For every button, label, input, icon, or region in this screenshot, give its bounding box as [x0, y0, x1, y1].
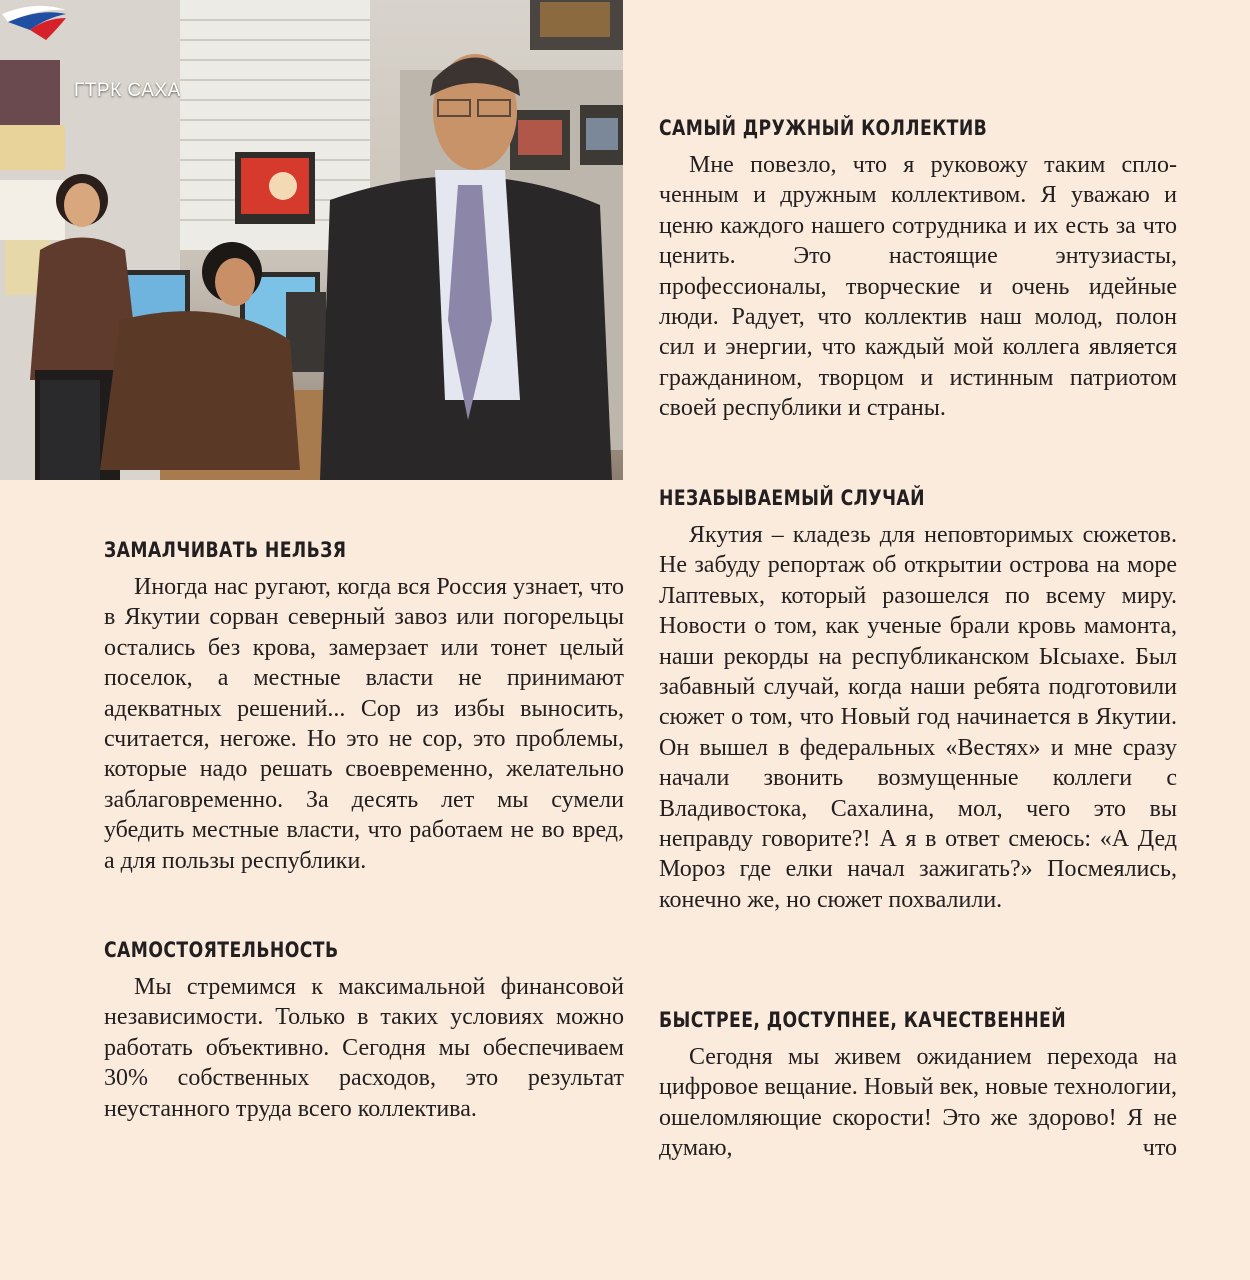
section-heading: САМЫЙ ДРУЖНЫЙ КОЛЛЕКТИВ: [659, 116, 988, 140]
section-heading: БЫСТРЕЕ, ДОСТУПНЕЕ, КАЧЕСТВЕННЕЙ: [659, 1008, 1067, 1032]
section-text: Мы стремимся к максимальной финансовой независимости. Только в таких условиях можно работать объективно. Сегодня мы обеспечиваем 30% собственных расходов, это результат неустанного труда всего коллектива.: [104, 974, 624, 1122]
section-text: Сегодня мы живем ожиданием перехода на цифровое вещание. Новый век, новые технологии, ошеломляющие скорости! Это же здорово! Я не думаю, что: [659, 1044, 1177, 1162]
section-heading: ЗАМАЛЧИВАТЬ НЕЛЬЗЯ: [104, 538, 347, 562]
section-zamalchivat: [104, 538, 624, 876]
section-bystree: [659, 1008, 1177, 1164]
section-druzhny-kollektiv: [659, 116, 1177, 424]
photo-illustration: [0, 0, 623, 480]
section-nezabyvaemy-sluchay: [659, 486, 1177, 915]
channel-logo-text: ГТРК САХА: [74, 80, 181, 101]
section-heading: САМОСТОЯТЕЛЬНОСТЬ: [104, 938, 339, 962]
gtrk-logo-icon: [0, 0, 70, 42]
section-heading: НЕЗАБЫВАЕМЫЙ СЛУЧАЙ: [659, 486, 925, 510]
newsroom-photo: [0, 0, 623, 480]
section-text: Иногда нас ругают, когда вся Россия узнает, что в Якутии сорван северный завоз или погорельцы остались без крова, замерзает или тонет целый поселок, а местные власти не принимают адекватных решений... Сор из избы выносить, считается, негоже. Но это не сор, это проблемы, которые надо решать своевременно, желательно заблаговременно. За десять лет мы сумели убедить местные власти, что работаем не во вред, а для пользы республики.: [104, 574, 624, 874]
section-text: Якутия – кладезь для неповторимых сюжетов. Не забуду репортаж об открытии острова на море Лаптевых, который разошелся по всему миру. Новости о том, как ученые брали кровь мамонта, наши рекорды на республиканском Ысыахе. Был забавный случай, когда наши ребята подготовили сюжет о том, что Новый год начинается в Якутии. Он вышел в федеральных «Вестях» и мне сразу начали звонить возмущенные коллеги с Владивостока, Сахалина, мол, чего это вы неправду говорите?! А я в ответ смеюсь: «А Дед Мороз где елки начал зажигать?» Посмеялись, конечно же, но сюжет похвалили.: [659, 522, 1177, 913]
section-samostoyatelnost: [104, 938, 624, 1124]
section-text: Мне повезло, что я руковожу таким сплоченным и дружным коллективом. Я уважаю и ценю каждого нашего сотрудника и их есть за что ценить. Это настоящие энтузиасты, профессионалы, творческие и очень идейные люди. Радует, что коллектив наш молод, полон сил и энергии, что каждый мой коллега является гражданином, творцом и истинным патриотом своей республики и страны.: [659, 152, 1177, 422]
